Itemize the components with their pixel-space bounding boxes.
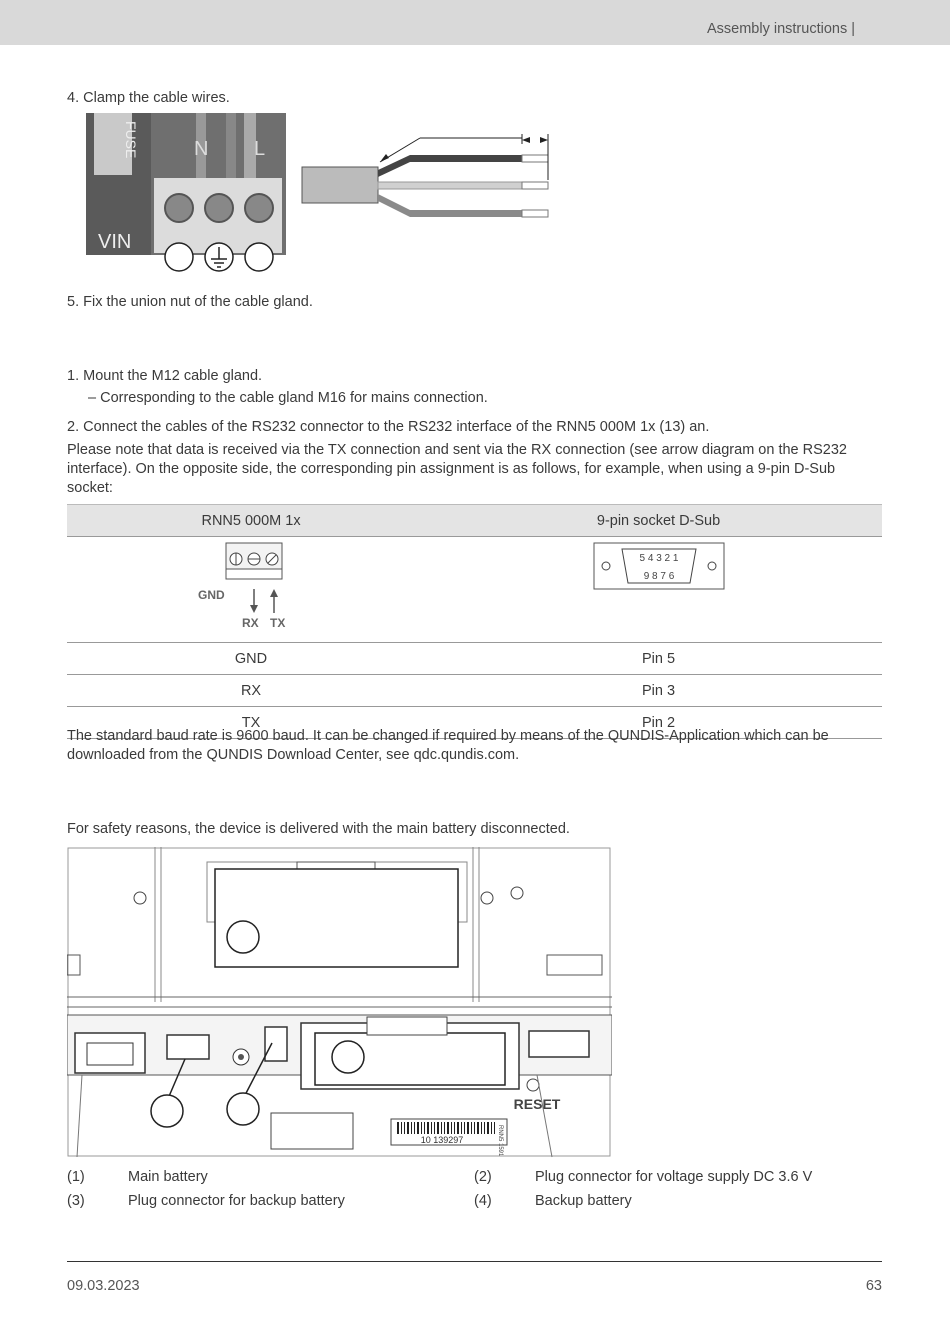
- table-row: [67, 643, 882, 675]
- barcode-stripe: [397, 1122, 399, 1134]
- step-fix-union-nut: 5. Fix the union nut of the cable gland.: [67, 294, 313, 310]
- barcode-stripe: [461, 1122, 462, 1134]
- col-header-rnn5: RNN5 000M 1x: [67, 505, 435, 537]
- dsub-bottom-pins: 9 8 7 6: [643, 571, 674, 582]
- callout-3: [227, 1093, 259, 1125]
- vin-label: VIN: [98, 231, 132, 253]
- barcode-stripe: [454, 1122, 455, 1134]
- signal-cell: TX: [67, 707, 435, 739]
- pin-cell: Pin 2: [435, 707, 882, 739]
- footer-divider: [67, 1261, 882, 1262]
- callout-1: [227, 921, 259, 953]
- barcode-stripe: [424, 1122, 425, 1134]
- barcode-number: 10 139297: [420, 1135, 464, 1145]
- dsub-top-pins: 5 4 3 2 1: [639, 553, 678, 564]
- header-title: Assembly instructions |: [706, 21, 855, 37]
- barcode-stripe: [474, 1122, 475, 1134]
- barcode-stripe: [471, 1122, 472, 1134]
- side-label: RNN5 1591: [497, 1125, 503, 1157]
- board-figure: [67, 847, 612, 1159]
- table-row: [67, 675, 882, 707]
- page-header: [0, 0, 950, 45]
- step-connect-rs232: 2. Connect the cables of the RS232 connector to the RS232 interface of the RNN5 000M 1x (13) an.: [67, 419, 710, 435]
- legend-num-3: (3): [67, 1193, 85, 1209]
- legend-text-2: Plug connector for voltage supply DC 3.6 V: [535, 1169, 813, 1185]
- legend-text-4: Backup battery: [535, 1193, 632, 1209]
- barcode-stripe: [457, 1122, 459, 1134]
- callout-4: [332, 1041, 364, 1073]
- barcode-stripe: [431, 1122, 432, 1134]
- barcode-stripe: [447, 1122, 449, 1134]
- reset-label: RESET: [513, 1096, 561, 1112]
- rx-label: RX: [242, 616, 259, 630]
- table-diagram-row: [67, 537, 882, 643]
- note-data-direction: Please note that data is received via the TX connection and sent via the RX connection (see arrow diagram on the RS232 interface). On the opposite side, the corresponding pin assignment is as follows, for example, when using a 9-pin D-Sub socket:: [67, 442, 847, 496]
- signal-cell: GND: [67, 643, 435, 675]
- barcode-stripe: [467, 1122, 469, 1134]
- l-label: L: [254, 138, 266, 160]
- callout-n: [165, 243, 193, 271]
- table-header-row: [67, 505, 882, 537]
- barcode-stripe: [411, 1122, 412, 1134]
- step-mount-gland-sub: – Corresponding to the cable gland M16 for mains connection.: [88, 390, 488, 406]
- barcode-stripe: [421, 1122, 422, 1134]
- barcode-stripe: [427, 1122, 429, 1134]
- gnd-label: GND: [198, 588, 225, 602]
- barcode-stripe: [407, 1122, 409, 1134]
- legend-text-3: Plug connector for backup battery: [128, 1193, 345, 1209]
- barcode-stripe: [487, 1122, 489, 1134]
- dsub-socket-diagram: [435, 537, 882, 643]
- barcode-stripe: [464, 1122, 465, 1134]
- barcode-stripe: [481, 1122, 482, 1134]
- tx-label: TX: [270, 616, 286, 630]
- barcode-stripe: [404, 1122, 405, 1134]
- barcode-stripe: [414, 1122, 415, 1134]
- note-safety: For safety reasons, the device is delivered with the main battery disconnected.: [67, 821, 570, 837]
- step-clamp-wires: 4. Clamp the cable wires.: [67, 90, 230, 106]
- barcode-stripe: [434, 1122, 435, 1134]
- callout-l: [245, 243, 273, 271]
- rnn5-connector-diagram: [67, 537, 435, 643]
- fuse-label: FUSE: [123, 121, 139, 159]
- note-baud-rate: The standard baud rate is 9600 baud. It can be changed if required by means of the QUNDIS-Application which can be downloaded from the QUNDIS Download Center, see qdc.qundis.com.: [67, 728, 829, 763]
- col-header-dsub: 9-pin socket D-Sub: [435, 505, 882, 537]
- pin-cell: Pin 3: [435, 675, 882, 707]
- footer-page-number: 63: [865, 1278, 882, 1294]
- legend-text-1: Main battery: [128, 1169, 208, 1185]
- legend-num-4: (4): [474, 1193, 492, 1209]
- footer-date: 09.03.2023: [67, 1278, 140, 1294]
- legend-num-2: (2): [474, 1169, 492, 1185]
- signal-cell: RX: [67, 675, 435, 707]
- barcode-stripe: [401, 1122, 402, 1134]
- barcode-stripe: [451, 1122, 452, 1134]
- barcode-stripe: [437, 1122, 439, 1134]
- terminal-block-figure: [86, 113, 286, 273]
- barcode-stripe: [484, 1122, 485, 1134]
- barcode-stripe: [494, 1122, 495, 1134]
- barcode-stripe: [477, 1122, 479, 1134]
- step-mount-gland: 1. Mount the M12 cable gland.: [67, 368, 263, 384]
- n-label: N: [194, 138, 209, 160]
- stripped-cable-figure: [300, 130, 555, 230]
- callout-2: [151, 1095, 183, 1127]
- barcode-stripe: [491, 1122, 492, 1134]
- barcode-stripe: [417, 1122, 419, 1134]
- legend-num-1: (1): [67, 1169, 85, 1185]
- pin-assignment-table: [67, 504, 882, 739]
- pin-cell: Pin 5: [435, 643, 882, 675]
- barcode-stripe: [441, 1122, 442, 1134]
- barcode-stripe: [444, 1122, 445, 1134]
